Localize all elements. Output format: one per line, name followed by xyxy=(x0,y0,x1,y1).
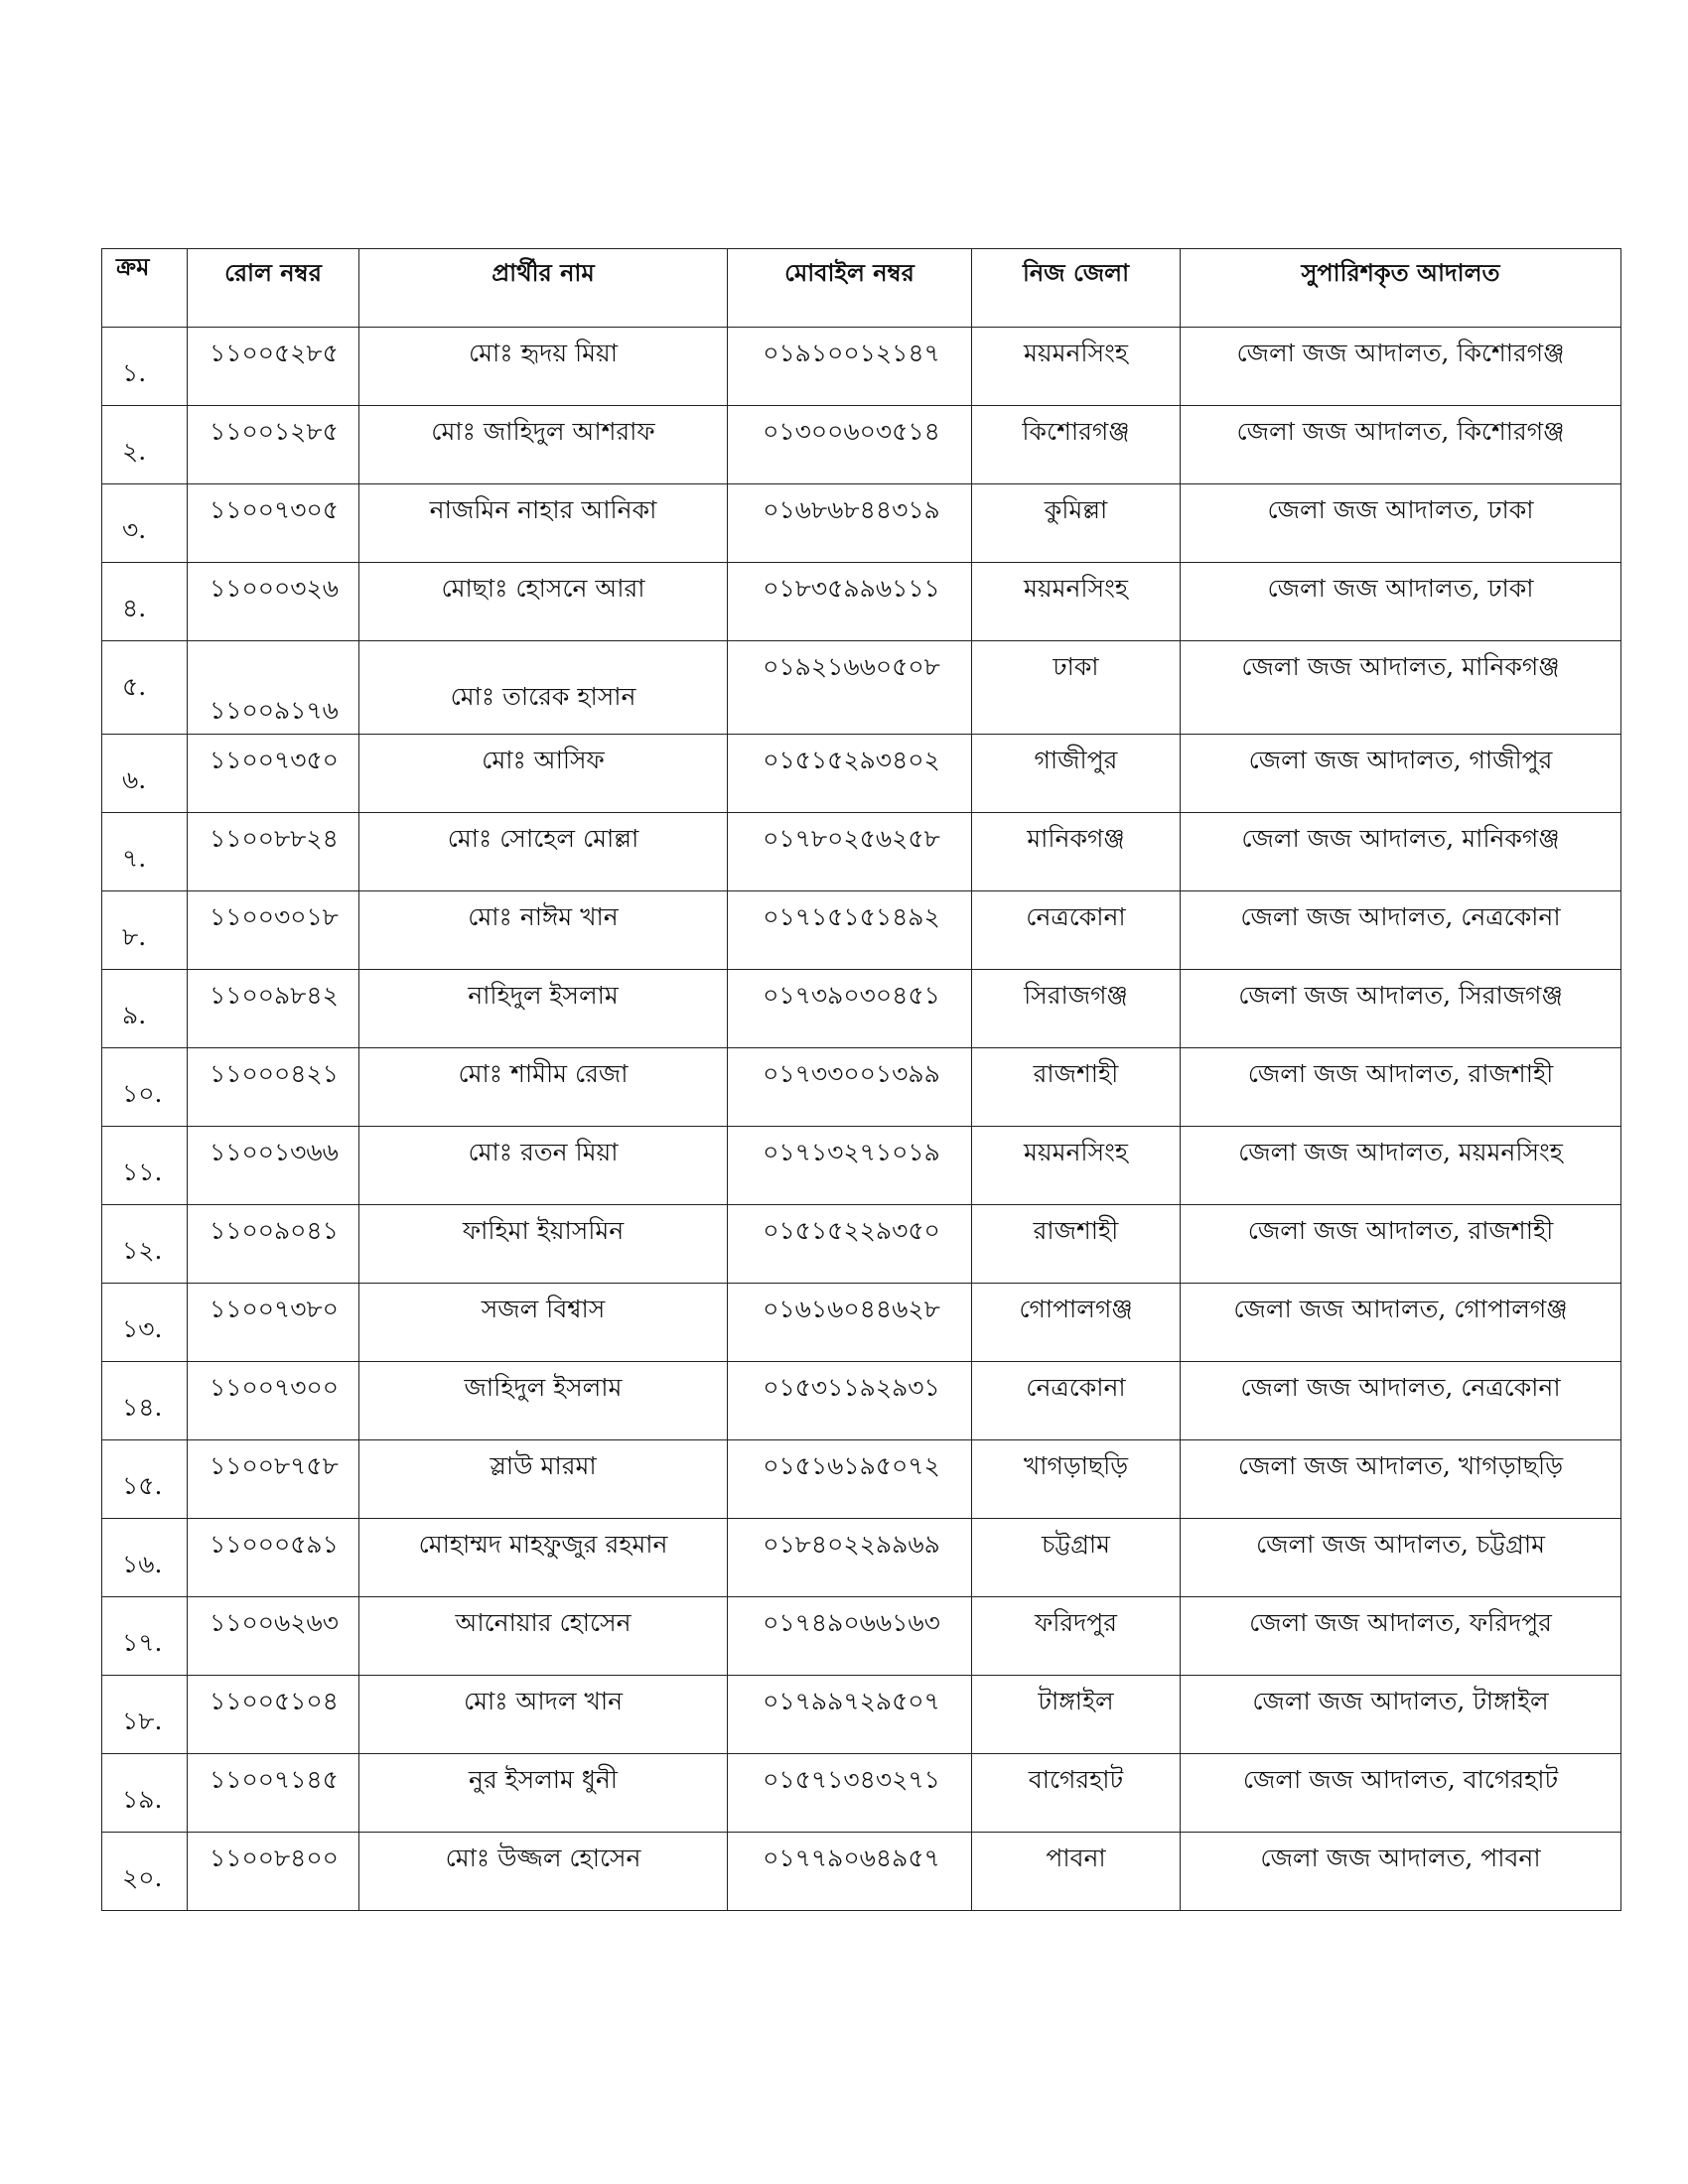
roll-cell xyxy=(188,970,359,1048)
table-row xyxy=(102,484,1621,563)
roll-cell xyxy=(188,563,359,641)
name-cell xyxy=(359,813,728,891)
district-value: বাগেরহাট xyxy=(1028,1765,1124,1794)
serial-cell xyxy=(102,1284,188,1362)
court-cell xyxy=(1181,891,1621,970)
serial-cell xyxy=(102,563,188,641)
roll-cell xyxy=(188,1362,359,1440)
mobile-cell xyxy=(728,484,972,563)
court-cell xyxy=(1181,1127,1621,1205)
name-value: মোঃ শামীম রেজা xyxy=(458,1059,629,1088)
name-value: মোঃ উজ্জল হোসেন xyxy=(445,1843,641,1872)
name-cell xyxy=(359,1048,728,1127)
district-value: নেত্রকোনা xyxy=(1026,1373,1126,1402)
district-value: টাঙ্গাইল xyxy=(1038,1687,1114,1715)
table-row xyxy=(102,1127,1621,1205)
roll-value: ১১০০৮৮২৪ xyxy=(210,824,339,853)
district-value: রাজশাহী xyxy=(1033,1059,1119,1088)
district-value: গোপালগঞ্জ xyxy=(1019,1295,1133,1323)
roll-value: ১১০০৭১৪৫ xyxy=(210,1765,339,1794)
mobile-value: ০১৭৮০২৫৬২৫৮ xyxy=(763,824,940,853)
name-value: নাজমিন নাহার আনিকা xyxy=(429,495,657,524)
header-court xyxy=(1181,249,1621,328)
mobile-value: ০১৭৪৯০৬৬১৬৩ xyxy=(763,1608,940,1637)
district-value: নেত্রকোনা xyxy=(1026,902,1126,931)
name-cell xyxy=(359,1519,728,1597)
serial-value: ১৮. xyxy=(122,1706,163,1735)
mobile-cell xyxy=(728,813,972,891)
district-cell xyxy=(972,1519,1181,1597)
court-value: জেলা জজ আদালত, ঢাকা xyxy=(1267,495,1534,524)
district-value: ফরিদপুর xyxy=(1034,1608,1118,1637)
serial-cell xyxy=(102,891,188,970)
table-row xyxy=(102,1754,1621,1833)
court-cell xyxy=(1181,641,1621,735)
court-value: জেলা জজ আদালত, টাঙ্গাইল xyxy=(1252,1687,1549,1715)
name-cell xyxy=(359,563,728,641)
mobile-value: ০১৯১০০১২১৪৭ xyxy=(763,339,940,367)
roll-cell xyxy=(188,813,359,891)
mobile-cell xyxy=(728,891,972,970)
district-cell xyxy=(972,1127,1181,1205)
mobile-value: ০১৮৩৫৯৯৬১১১ xyxy=(763,574,940,603)
serial-cell xyxy=(102,1519,188,1597)
header-district-label: নিজ জেলা xyxy=(1022,258,1130,287)
district-cell xyxy=(972,328,1181,406)
court-value: জেলা জজ আদালত, কিশোরগঞ্জ xyxy=(1236,339,1565,367)
roll-value: ১১০০৭৩৮০ xyxy=(210,1295,339,1323)
header-name xyxy=(359,249,728,328)
roll-value: ১১০০০৪২১ xyxy=(210,1059,339,1088)
header-roll-label: রোল নম্বর xyxy=(224,258,322,287)
district-value: গাজীপুর xyxy=(1034,746,1118,774)
district-value: কিশোরগঞ্জ xyxy=(1022,417,1130,446)
name-value: ফাহিমা ইয়াসমিন xyxy=(462,1216,625,1245)
court-value: জেলা জজ আদালত, ময়মনসিংহ xyxy=(1238,1138,1563,1166)
roll-cell xyxy=(188,1284,359,1362)
court-cell xyxy=(1181,1048,1621,1127)
name-cell xyxy=(359,1362,728,1440)
name-value: মোঃ তারেক হাসান xyxy=(450,682,636,711)
serial-value: ১২. xyxy=(122,1236,163,1265)
mobile-value: ০১৭১৩২৭১০১৯ xyxy=(763,1138,940,1166)
serial-cell xyxy=(102,1048,188,1127)
serial-value: ১৬. xyxy=(122,1550,163,1578)
court-value: জেলা জজ আদালত, ফরিদপুর xyxy=(1249,1608,1552,1637)
header-roll xyxy=(188,249,359,328)
district-cell xyxy=(972,641,1181,735)
table-row xyxy=(102,406,1621,484)
roll-value: ১১০০১৩৬৬ xyxy=(210,1138,339,1166)
court-cell xyxy=(1181,1440,1621,1519)
court-cell xyxy=(1181,1597,1621,1676)
name-value: মোঃ হৃদয় মিয়া xyxy=(468,339,619,367)
mobile-cell xyxy=(728,1519,972,1597)
court-cell xyxy=(1181,1754,1621,1833)
roll-cell xyxy=(188,328,359,406)
name-value: মোঃ আসিফ xyxy=(482,746,605,774)
district-cell xyxy=(972,406,1181,484)
district-cell xyxy=(972,735,1181,813)
mobile-cell xyxy=(728,1676,972,1754)
mobile-value: ০১৭৯৯৭২৯৫০৭ xyxy=(763,1687,940,1715)
mobile-cell xyxy=(728,328,972,406)
table-row xyxy=(102,891,1621,970)
serial-value: ১৫. xyxy=(122,1471,163,1500)
district-cell xyxy=(972,1597,1181,1676)
court-cell xyxy=(1181,1205,1621,1284)
roll-cell xyxy=(188,406,359,484)
court-value: জেলা জজ আদালত, খাগড়াছড়ি xyxy=(1237,1451,1564,1480)
table-row xyxy=(102,1362,1621,1440)
name-value: নুর ইসলাম ধুনী xyxy=(469,1765,618,1794)
serial-value: ১৯. xyxy=(122,1785,163,1814)
roll-value: ১১০০১২৮৫ xyxy=(210,417,339,446)
mobile-cell xyxy=(728,1440,972,1519)
district-value: চট্টগ্রাম xyxy=(1041,1530,1111,1559)
district-value: রাজশাহী xyxy=(1033,1216,1119,1245)
mobile-cell xyxy=(728,1048,972,1127)
court-value: জেলা জজ আদালত, পাবনা xyxy=(1260,1843,1541,1872)
serial-cell xyxy=(102,1833,188,1911)
serial-cell xyxy=(102,641,188,735)
table-row xyxy=(102,1205,1621,1284)
roll-cell xyxy=(188,1048,359,1127)
table-row xyxy=(102,1284,1621,1362)
court-value: জেলা জজ আদালত, নেত্রকোনা xyxy=(1240,902,1561,931)
court-cell xyxy=(1181,813,1621,891)
name-value: মোহাম্মদ মাহফুজুর রহমান xyxy=(418,1530,668,1559)
roll-value: ১১০০৭৩০৫ xyxy=(210,495,339,524)
table-row xyxy=(102,1440,1621,1519)
district-value: ঢাকা xyxy=(1053,652,1099,681)
roll-cell xyxy=(188,1676,359,1754)
name-cell xyxy=(359,328,728,406)
serial-cell xyxy=(102,1754,188,1833)
serial-value: ১৩. xyxy=(122,1314,163,1343)
serial-cell xyxy=(102,813,188,891)
table-row xyxy=(102,328,1621,406)
court-value: জেলা জজ আদালত, গোপালগঞ্জ xyxy=(1233,1295,1568,1323)
court-cell xyxy=(1181,1362,1621,1440)
name-cell xyxy=(359,1754,728,1833)
mobile-value: ০১৩০০৬০৩৫১৪ xyxy=(763,417,940,446)
court-cell xyxy=(1181,1519,1621,1597)
mobile-value: ০১৫১৬১৯৫০৭২ xyxy=(763,1451,940,1480)
roll-cell xyxy=(188,1597,359,1676)
serial-value: ৯. xyxy=(122,1001,147,1029)
roll-cell xyxy=(188,1833,359,1911)
court-cell xyxy=(1181,970,1621,1048)
district-value: পাবনা xyxy=(1046,1843,1106,1872)
mobile-cell xyxy=(728,1597,972,1676)
roll-cell xyxy=(188,1440,359,1519)
roll-cell xyxy=(188,1754,359,1833)
table-row xyxy=(102,1833,1621,1911)
court-value: জেলা জজ আদালত, ঢাকা xyxy=(1267,574,1534,603)
serial-cell xyxy=(102,970,188,1048)
district-cell xyxy=(972,1048,1181,1127)
district-cell xyxy=(972,1833,1181,1911)
name-cell xyxy=(359,484,728,563)
table-row xyxy=(102,970,1621,1048)
mobile-value: ০১৭৩৩০০১৩৯৯ xyxy=(763,1059,940,1088)
court-value: জেলা জজ আদালত, রাজশাহী xyxy=(1247,1059,1554,1088)
name-cell xyxy=(359,1597,728,1676)
name-value: মোঃ সোহেল মোল্লা xyxy=(447,824,639,853)
district-value: খাগড়াছড়ি xyxy=(1023,1451,1129,1480)
mobile-value: ০১৫১৫২২৯৩৫০ xyxy=(763,1216,940,1245)
serial-value: ৭. xyxy=(122,844,147,873)
name-cell xyxy=(359,1205,728,1284)
roll-value: ১১০০৮৭৫৮ xyxy=(210,1451,339,1480)
roll-cell xyxy=(188,1205,359,1284)
name-value: মোঃ রতন মিয়া xyxy=(468,1138,619,1166)
serial-cell xyxy=(102,328,188,406)
court-cell xyxy=(1181,406,1621,484)
table-row xyxy=(102,563,1621,641)
serial-value: ১৭. xyxy=(122,1628,163,1657)
mobile-cell xyxy=(728,1284,972,1362)
mobile-cell xyxy=(728,1205,972,1284)
mobile-value: ০১৮৪০২২৯৯৬৯ xyxy=(763,1530,940,1559)
serial-value: ৪. xyxy=(122,594,147,622)
mobile-cell xyxy=(728,735,972,813)
serial-value: ৩. xyxy=(122,515,147,544)
roll-value: ১১০০৯১৭৬ xyxy=(210,696,339,725)
mobile-value: ০১৭১৫১৫১৪৯২ xyxy=(763,902,940,931)
serial-value: ১৪. xyxy=(122,1393,163,1422)
district-cell xyxy=(972,484,1181,563)
header-mobile-label: মোবাইল নম্বর xyxy=(784,258,914,287)
roll-value: ১১০০৮৪০০ xyxy=(210,1843,339,1872)
mobile-cell xyxy=(728,641,972,735)
name-cell xyxy=(359,641,728,735)
court-value: জেলা জজ আদালত, রাজশাহী xyxy=(1247,1216,1554,1245)
roll-value: ১১০০৯৮৪২ xyxy=(210,981,339,1010)
serial-value: ৬. xyxy=(122,765,147,794)
roll-value: ১১০০৯০৪১ xyxy=(210,1216,339,1245)
court-cell xyxy=(1181,328,1621,406)
district-value: সিরাজগঞ্জ xyxy=(1024,981,1128,1010)
roll-value: ১১০০৫১০৪ xyxy=(210,1687,339,1715)
table-row xyxy=(102,1676,1621,1754)
header-court-label: সুপারিশকৃত আদালত xyxy=(1301,258,1500,287)
name-value: মোঃ নাঈম খান xyxy=(468,902,619,931)
name-cell xyxy=(359,1676,728,1754)
district-cell xyxy=(972,891,1181,970)
table-row xyxy=(102,1519,1621,1597)
serial-cell xyxy=(102,484,188,563)
serial-cell xyxy=(102,1440,188,1519)
table-row xyxy=(102,735,1621,813)
mobile-cell xyxy=(728,1833,972,1911)
mobile-cell xyxy=(728,1754,972,1833)
district-value: মানিকগঞ্জ xyxy=(1027,824,1125,853)
district-cell xyxy=(972,1754,1181,1833)
serial-value: ১০. xyxy=(122,1079,163,1108)
roll-value: ১১০০০৫৯১ xyxy=(210,1530,339,1559)
name-value: সজল বিশ্বাস xyxy=(481,1295,606,1323)
name-cell xyxy=(359,1440,728,1519)
name-cell xyxy=(359,1284,728,1362)
court-cell xyxy=(1181,735,1621,813)
serial-value: ৮. xyxy=(122,922,147,951)
serial-cell xyxy=(102,735,188,813)
mobile-value: ০১৫৩১১৯২৯৩১ xyxy=(763,1373,940,1402)
district-cell xyxy=(972,1676,1181,1754)
roll-cell xyxy=(188,891,359,970)
candidate-result-table xyxy=(101,248,1621,1911)
name-value: নাহিদুল ইসলাম xyxy=(468,981,619,1010)
serial-value: ২০. xyxy=(122,1863,163,1892)
header-district xyxy=(972,249,1181,328)
court-value: জেলা জজ আদালত, সিরাজগঞ্জ xyxy=(1238,981,1563,1010)
mobile-value: ০১৬১৬০৪৪৬২৮ xyxy=(763,1295,940,1323)
serial-cell xyxy=(102,1205,188,1284)
district-cell xyxy=(972,970,1181,1048)
court-value: জেলা জজ আদালত, বাগেরহাট xyxy=(1242,1765,1559,1794)
header-mobile xyxy=(728,249,972,328)
court-cell xyxy=(1181,484,1621,563)
roll-value: ১১০০৬২৬৩ xyxy=(210,1608,339,1637)
serial-value: ৫. xyxy=(122,672,147,701)
name-value: জাহিদুল ইসলাম xyxy=(464,1373,623,1402)
mobile-cell xyxy=(728,1362,972,1440)
district-value: ময়মনসিংহ xyxy=(1024,1138,1128,1166)
name-value: আনোয়ার হোসেন xyxy=(455,1608,632,1637)
roll-cell xyxy=(188,641,359,735)
court-cell xyxy=(1181,1833,1621,1911)
roll-value: ১১০০৩০১৮ xyxy=(210,902,339,931)
roll-cell xyxy=(188,735,359,813)
mobile-cell xyxy=(728,406,972,484)
roll-value: ১১০০৭৩০০ xyxy=(210,1373,339,1402)
mobile-cell xyxy=(728,970,972,1048)
table-header-row xyxy=(102,249,1621,328)
court-value: জেলা জজ আদালত, মানিকগঞ্জ xyxy=(1241,652,1560,681)
district-value: কুমিল্লা xyxy=(1044,495,1108,524)
header-serial xyxy=(102,249,188,328)
district-value: ময়মনসিংহ xyxy=(1024,339,1128,367)
mobile-value: ০১৭৩৯০৩০৪৫১ xyxy=(763,981,940,1010)
serial-value: ১১. xyxy=(122,1158,163,1186)
serial-cell xyxy=(102,1676,188,1754)
serial-cell xyxy=(102,1597,188,1676)
mobile-cell xyxy=(728,563,972,641)
district-cell xyxy=(972,563,1181,641)
court-value: জেলা জজ আদালত, নেত্রকোনা xyxy=(1240,1373,1561,1402)
name-value: মোঃ আদল খান xyxy=(463,1687,623,1715)
district-cell xyxy=(972,813,1181,891)
district-cell xyxy=(972,1362,1181,1440)
table-row xyxy=(102,641,1621,735)
table-row xyxy=(102,1048,1621,1127)
court-value: জেলা জজ আদালত, মানিকগঞ্জ xyxy=(1241,824,1560,853)
name-cell xyxy=(359,891,728,970)
name-value: মোছাঃ হোসনে আরা xyxy=(441,574,645,603)
court-cell xyxy=(1181,563,1621,641)
mobile-value: ০১৫৭১৩৪৩২৭১ xyxy=(763,1765,940,1794)
court-value: জেলা জজ আদালত, কিশোরগঞ্জ xyxy=(1236,417,1565,446)
roll-value: ১১০০৭৩৫০ xyxy=(210,746,339,774)
table-row xyxy=(102,1597,1621,1676)
court-value: জেলা জজ আদালত, গাজীপুর xyxy=(1248,746,1553,774)
roll-cell xyxy=(188,484,359,563)
name-cell xyxy=(359,1833,728,1911)
court-cell xyxy=(1181,1284,1621,1362)
name-cell xyxy=(359,735,728,813)
district-cell xyxy=(972,1205,1181,1284)
mobile-value: ০১৯২১৬৬০৫০৮ xyxy=(763,652,940,681)
name-cell xyxy=(359,970,728,1048)
roll-value: ১১০০৫২৮৫ xyxy=(210,339,339,367)
table-row xyxy=(102,813,1621,891)
mobile-value: ০১৭৭৯০৬৪৯৫৭ xyxy=(763,1843,940,1872)
roll-cell xyxy=(188,1127,359,1205)
district-cell xyxy=(972,1284,1181,1362)
header-serial-label: ক্রম xyxy=(116,252,150,281)
court-value: জেলা জজ আদালত, চট্টগ্রাম xyxy=(1256,1530,1545,1559)
roll-value: ১১০০০৩২৬ xyxy=(210,574,339,603)
name-value: মোঃ জাহিদুল আশরাফ xyxy=(431,417,655,446)
mobile-cell xyxy=(728,1127,972,1205)
serial-value: ১. xyxy=(122,358,147,387)
court-cell xyxy=(1181,1676,1621,1754)
roll-cell xyxy=(188,1519,359,1597)
district-cell xyxy=(972,1440,1181,1519)
header-name-label: প্রার্থীর নাম xyxy=(492,258,595,287)
serial-value: ২. xyxy=(122,437,147,466)
mobile-value: ০১৬৮৬৮৪৪৩১৯ xyxy=(763,495,940,524)
name-value: স্লাউ মারমা xyxy=(490,1451,597,1480)
district-value: ময়মনসিংহ xyxy=(1024,574,1128,603)
mobile-value: ০১৫১৫২৯৩৪০২ xyxy=(763,746,940,774)
serial-cell xyxy=(102,1127,188,1205)
name-cell xyxy=(359,406,728,484)
name-cell xyxy=(359,1127,728,1205)
serial-cell xyxy=(102,406,188,484)
serial-cell xyxy=(102,1362,188,1440)
